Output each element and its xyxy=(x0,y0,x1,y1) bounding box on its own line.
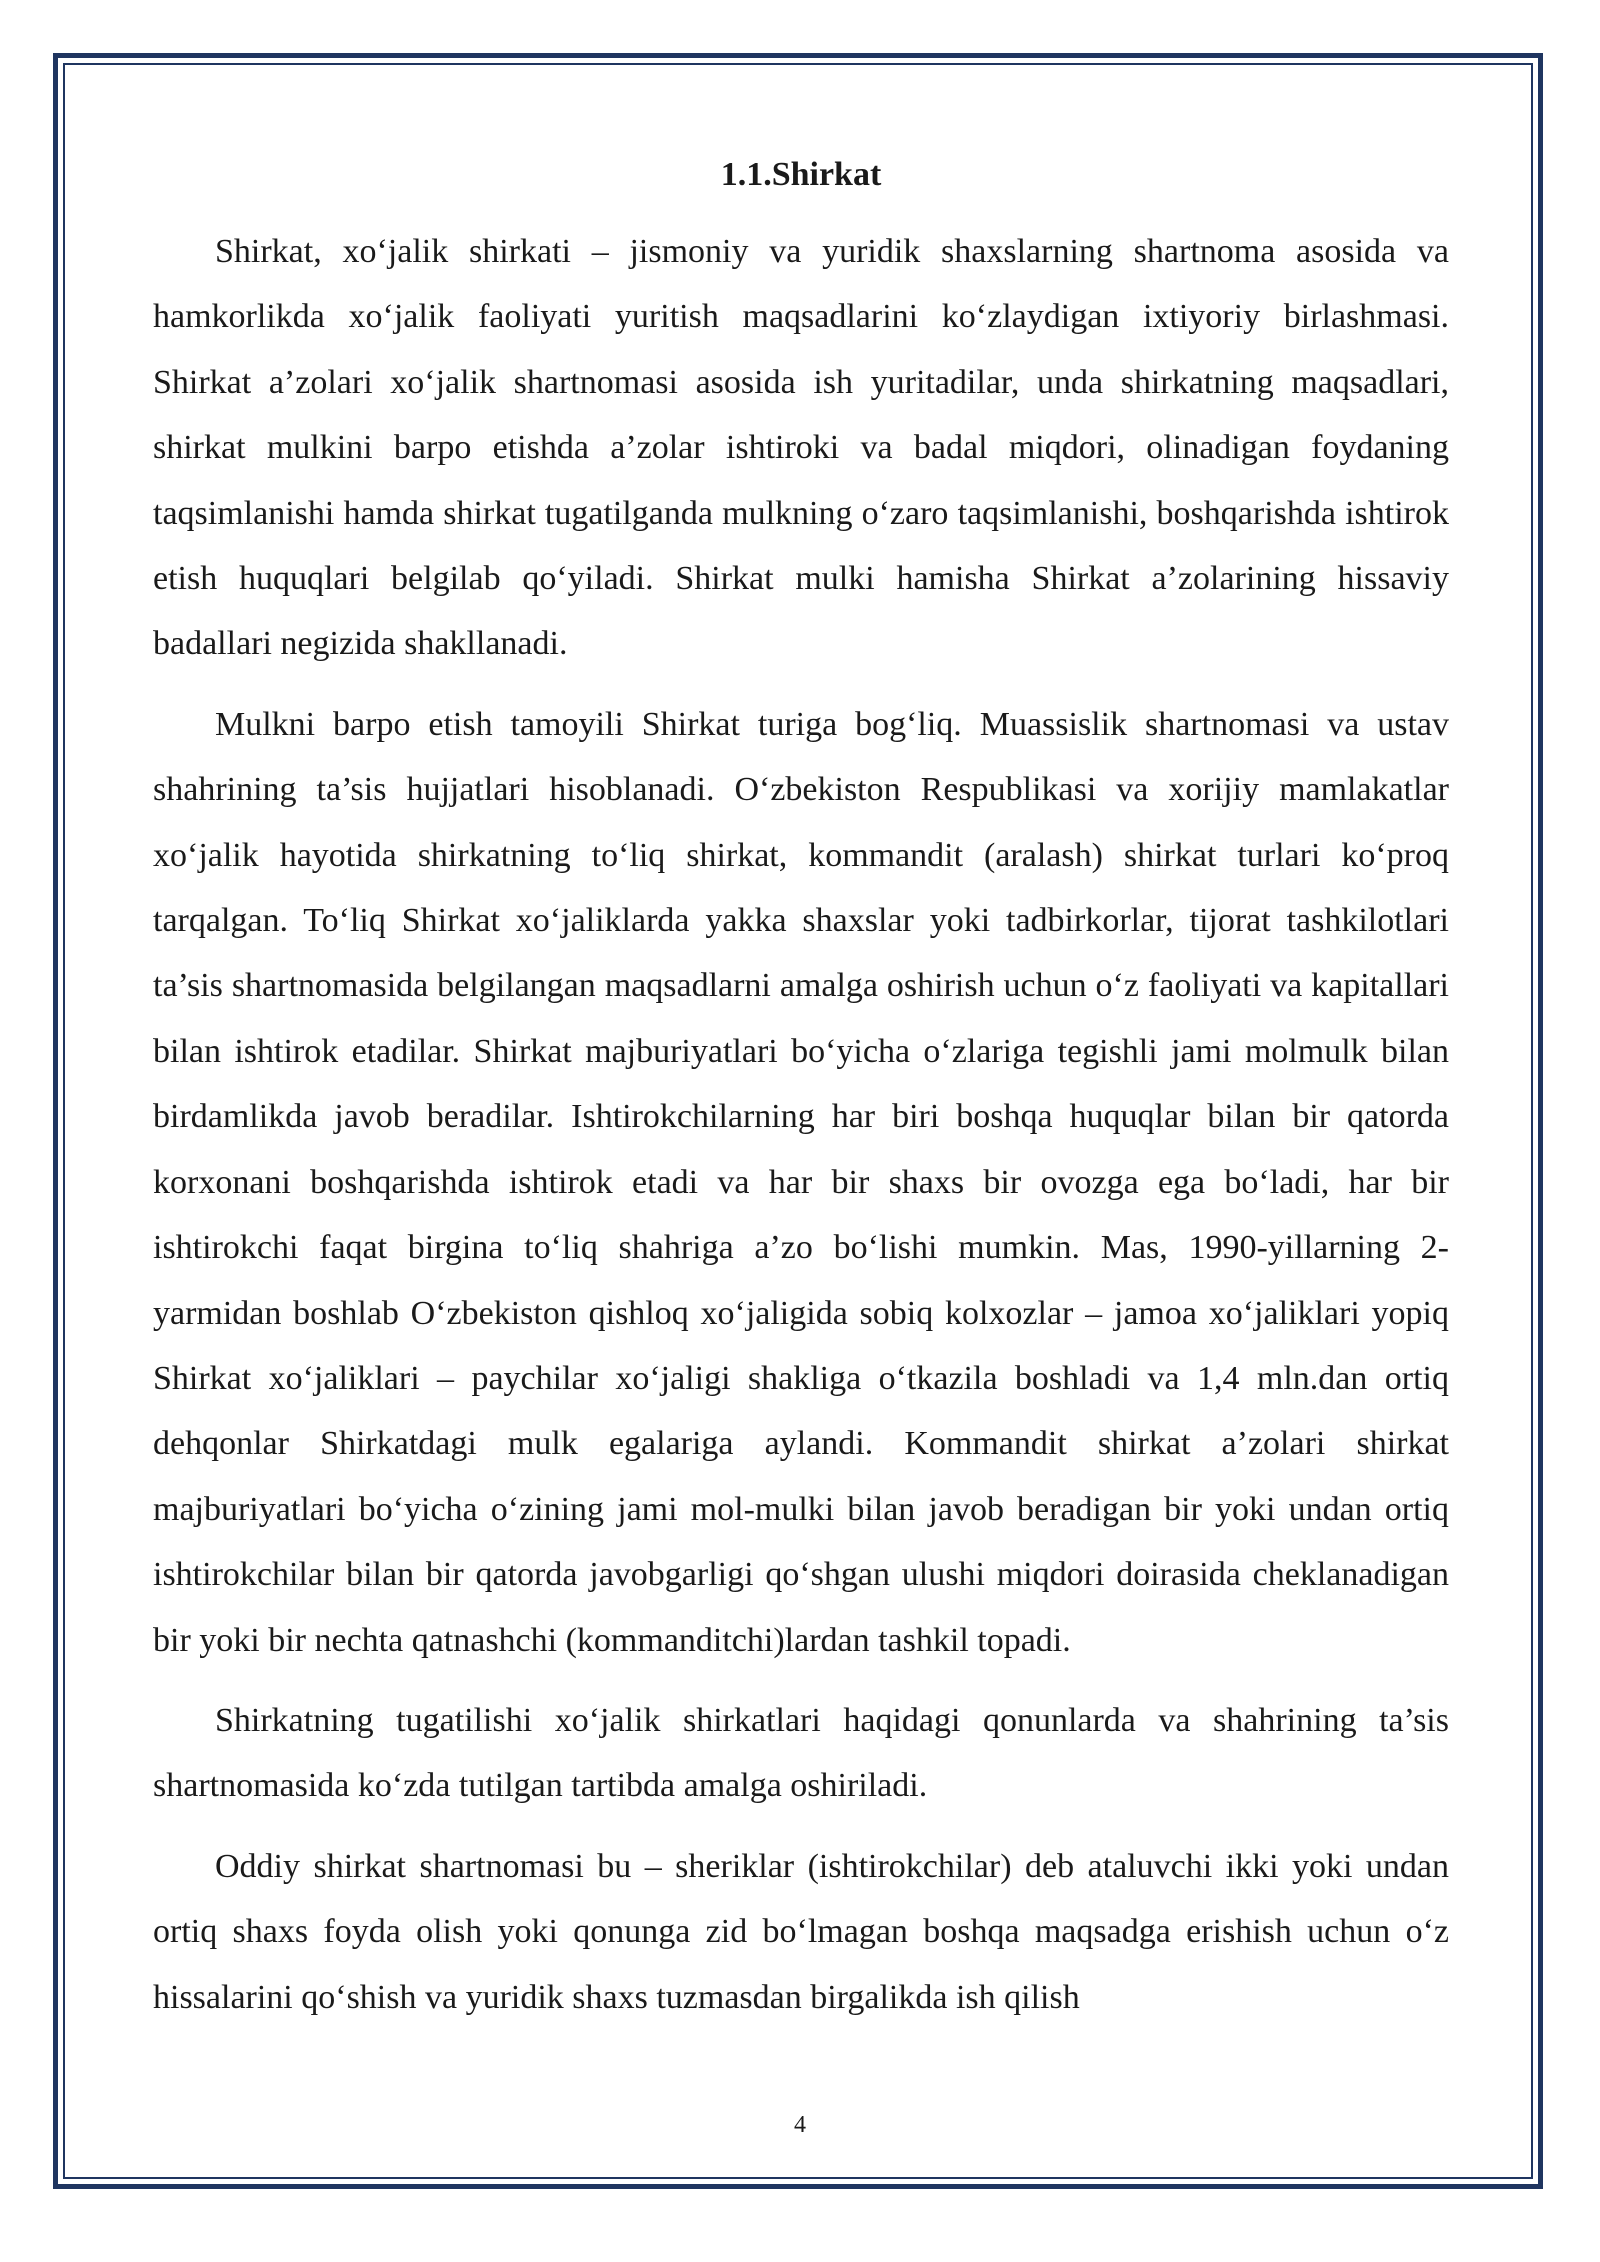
document-body xyxy=(153,145,1449,2045)
paragraph-3: Shirkatning tugatilishi xoʻjalik shirkatlari haqidagi qonunlarda va shahrining ta’sis shartnomasida koʻzda tutilgan tartibda amalga oshiriladi. xyxy=(153,1701,1449,1805)
paragraph-2: Mulkni barpo etish tamoyili Shirkat turiga bogʻliq. Muassislik shartnomasi va ustav shahrining ta’sis hujjatlari hisoblanadi. Oʻzbekiston Respublikasi va xorijiy mamlakatlar xoʻjalik hayotida shirkatning toʻliq shirkat, kommandit (aralash) shirkat turlari koʻproq tarqalgan. Toʻliq Shirkat xoʻjaliklarda yakka shaxslar yoki tadbirkorlar, tijorat tashkilotlari ta’sis shartnomasida belgilangan maqsadlarni amalga oshirish uchun oʻz faoliyati va kapitallari bilan ishtirok etadilar. Shirkat majburiyatlari boʻyicha oʻzlariga tegishli jami molmulk bilan birdamlikda javob beradilar. Ishtirokchilarning har biri boshqa huquqlar bilan bir qatorda korxonani boshqarishda ishtirok etadi va har bir shaxs bir ovozga ega boʻladi, har bir ishtirokchi faqat birgina toʻliq shahriga a’zo boʻlishi mumkin. Mas, 1990-yillarning 2-yarmidan boshlab Oʻzbekiston qishloq xoʻjaligida sobiq kolxozlar – jamoa xoʻjaliklari yopiq Shirkat xoʻjaliklari – paychilar xoʻjaligi shakliga oʻtkazila boshladi va 1,4 mln.dan ortiq dehqonlar Shirkatdagi mulk egalariga aylandi. Kommandit shirkat a’zolari shirkat majburiyatlari boʻyicha oʻzining jami mol-mulki bilan javob beradigan bir yoki undan ortiq ishtirokchilar bilan bir qatorda javobgarligi qoʻshgan ulushi miqdori doirasida cheklanadigan bir yoki bir nechta qatnashchi (kommanditchi)lardan tashkil topadi. xyxy=(153,705,1449,1659)
section-title: 1.1.Shirkat xyxy=(720,156,882,193)
page-number: 4 xyxy=(794,2112,806,2138)
paragraph-4: Oddiy shirkat shartnomasi bu – sheriklar (ishtirokchilar) deb ataluvchi ikki yoki undan ortiq shaxs foyda olish yoki qonunga zid boʻlmagan boshqa maqsadga erishish uchun oʻz hissalarini qoʻshish va yuridik shaxs tuzmasdan birgalikda ish qilish xyxy=(153,1847,1449,2016)
paragraph-1: Shirkat, xoʻjalik shirkati – jismoniy va yuridik shaxslarning shartnoma asosida va hamkorlikda xoʻjalik faoliyati yuritish maqsadlarini koʻzlaydigan ixtiyoriy birlashmasi. Shirkat a’zolari xoʻjalik shartnomasi asosida ish yuritadilar, unda shirkatning maqsadlari, shirkat mulkini barpo etishda a’zolar ishtiroki va badal miqdori, olinadigan foydaning taqsimlanishi hamda shirkat tugatilganda mulkning oʻzaro taqsimlanishi, boshqarishda ishtirok etish huquqlari belgilab qoʻyiladi. Shirkat mulki hamisha Shirkat a’zolarining hissaviy badallari negizida shakllanadi. xyxy=(153,233,1449,663)
